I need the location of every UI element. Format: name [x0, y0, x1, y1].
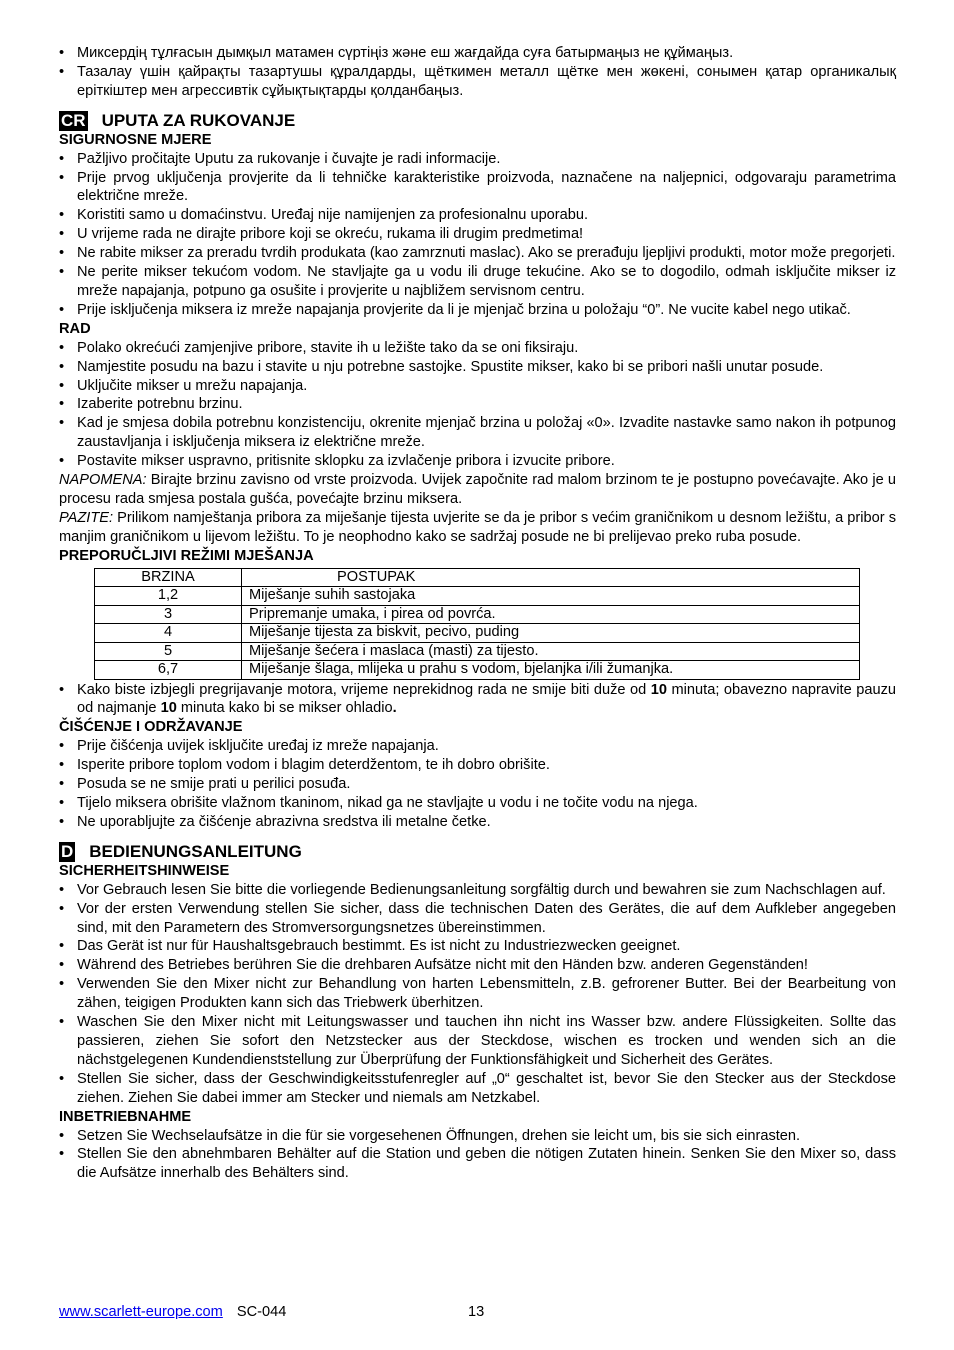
language-badge-de: D — [61, 841, 74, 861]
procedure-cell: Miješanje šećera i maslaca (masti) za tijesto. — [242, 642, 860, 661]
list-item: • Namjestite posudu na bazu i stavite u nju potrebne sastojke. Spustite mikser, kako bi se pribori našli unutar posude. — [59, 358, 896, 377]
list-item: • Waschen Sie den Mixer nicht mit Leitungswasser und tauchen ihn nicht ins Wasser bzw. andere Flüssigkeiten. Sollte das passieren, ziehen Sie sofort den Netzstecker aus der Steckdose, wischen es trocken und wenden sich an die nächstgelegenen Kundendienststellung zur Überprüfung der Funktionsfähigkeit und Sicherheit des Gerätes. — [59, 1013, 896, 1070]
table-row — [95, 605, 860, 624]
speed-cell: 6,7 — [95, 661, 242, 680]
list-item: • Ne perite mikser tekućom vodom. Ne stavljajte ga u vodu ili druge tekućine. Ako se to dogodilo, odmah isključite mikser iz mreže napajanja, potpuno ga osušite i provjerite u najbližem servisnom centru. — [59, 263, 896, 301]
list-item: • Stellen Sie sicher, dass der Geschwindigkeitsstufenregler auf „0“ geschaltet ist, bevor Sie den Stecker aus der Steckdose ziehen. Ziehen Sie dabei immer am Stecker und niemals am Netzkabel. — [59, 1070, 896, 1108]
caution-paragraph — [59, 509, 896, 547]
list-item: • Prije isključenja miksera iz mreže napajanja provjerite da li je mjenjač brzina u položaju “0”. Ne vucite kabel nego utikač. — [59, 301, 896, 320]
subheading-start-de: INBETRIEBNAHME — [59, 1108, 192, 1125]
list-item: • Vor der ersten Verwendung stellen Sie sicher, dass die technischen Daten des Gerätes, die auf dem Aufkleber angegeben sind, mit den Parametern des Stromversorgungsnetzes übereinstimmen. — [59, 900, 896, 938]
section-title-cr — [59, 111, 896, 131]
speed-cell: 5 — [95, 642, 242, 661]
kk-list — [59, 44, 896, 101]
list-item: • Während des Betriebes berühren Sie die drehbaren Aufsätze nicht mit den Händen bzw. anderen Gegenständen! — [59, 956, 896, 975]
list-item: • Stellen Sie den abnehmbaren Behälter auf die Station und geben die nötigen Zutaten hinein. Senken Sie den Mixer so, dass die Aufsätze innerhalb des Behälters sind. — [59, 1145, 896, 1183]
de-start-list — [59, 1127, 896, 1184]
cr-cleaning-list — [59, 737, 896, 832]
section-title-text: UPUTA ZA RUKOVANJE — [101, 110, 296, 130]
manual-page — [59, 44, 896, 1183]
procedure-cell: Miješanje suhih sastojaka — [242, 587, 860, 606]
warning-text: minuta; obavezno napravite pauzu od najmanje — [77, 681, 896, 717]
subheading-modes-cr: PREPORUČLJIVI REŽIMI MJEŠANJA — [59, 547, 314, 564]
list-item: • Prije prvog uključenja provjerite da li tehničke karakteristike proizvoda, naznačene na naljepnici, odgovaraju parametrima električne mreže. — [59, 169, 896, 207]
section-title-de — [59, 842, 896, 862]
column-header-procedure: POSTUPAK — [242, 568, 860, 587]
procedure-cell: Miješanje tijesta za biskvit, pecivo, puding — [242, 624, 860, 643]
list-item: • U vrijeme rada ne dirajte pribore koji se okreću, rukama ili drugim predmetima! — [59, 225, 896, 244]
procedure-cell: Miješanje šlaga, mlijeka u prahu s vodom, bjelanjka i/ili žumanjka. — [242, 661, 860, 680]
list-item: • Uključite mikser u mrežu napajanja. — [59, 377, 896, 396]
list-item: • Tijelo miksera obrišite vlažnom tkaninom, nikad ga ne stavljajte u vodu i ne točite vodu na njega. — [59, 794, 896, 813]
procedure-cell: Pripremanje umaka, i pirea od povrća. — [242, 605, 860, 624]
list-item: • Posuda se ne smije prati u perilici posuđa. — [59, 775, 896, 794]
page-number: 13 — [468, 1304, 485, 1320]
caution-text: Prilikom namještanja pribora za miješanje tijesta uvjerite se da je pribor s većim graničnikom u desnom ležištu, a pribor s manjim graničnikom u lijevom ležištu. To je neophodno kako se sadržaj posude ne bi prelijevao preko ruba posude. — [59, 509, 896, 545]
warning-period: . — [392, 700, 397, 717]
website-link[interactable]: www.scarlett-europe.com — [59, 1304, 223, 1320]
list-item — [59, 681, 896, 719]
table-row — [95, 661, 860, 680]
subheading-cleaning-cr: ČIŠĆENJE I ODRŽAVANJE — [59, 719, 243, 736]
warning-number: 10 — [650, 681, 667, 698]
warning-text: Kako biste izbjegli pregrijavanje motora, vrijeme neprekidnog rada ne smije biti duže od — [77, 681, 651, 698]
subheading-safety-de: SICHERHEITSHINWEISE — [59, 862, 230, 879]
table-row — [95, 642, 860, 661]
warning-text: minuta kako bi se mikser ohladio — [176, 700, 393, 717]
speed-cell: 4 — [95, 624, 242, 643]
subheading-safety-cr: SIGURNOSNE MJERE — [59, 131, 212, 148]
list-item: • Isperite pribore toplom vodom i blagim deterdžentom, te ih dobro obrišite. — [59, 756, 896, 775]
section-title-text: BEDIENUNGSANLEITUNG — [89, 841, 302, 861]
list-item: • Kad je smjesa dobila potrebnu konzistenciju, okrenite mjenjač brzina u položaj «0». Izvadite nastavke samo nakon ih potpunog zaustavljanja i isključenja miksera iz električne mreže. — [59, 414, 896, 452]
caution-label: PAZITE: — [59, 509, 114, 526]
de-safety-list — [59, 881, 896, 1108]
list-item: • Vor Gebrauch lesen Sie bitte die vorliegende Bedienungsanleitung sorgfältig durch und bewahren sie zum Nachschlagen auf. — [59, 881, 896, 900]
list-item: • Prije čišćenja uvijek isključite uređaj iz mreže napajanja. — [59, 737, 896, 756]
page-footer — [59, 1304, 896, 1320]
language-badge-cr: CR — [61, 110, 86, 130]
list-item: • Тазалау үшін қайрақты тазартушы құралдарды, щёткимен металл щётке мен жөкені, сонымен қатар органикалық еріткіштер мен агрессивтік сұйықтықтарды қолданбаңыз. — [59, 63, 896, 101]
cr-warning-list — [59, 681, 896, 719]
list-item: • Ne uporabljujte za čišćenje abrazivna sredstva ili metalne četke. — [59, 813, 896, 832]
table-row — [95, 624, 860, 643]
note-label: NAPOMENA: — [59, 472, 147, 489]
list-item: • Verwenden Sie den Mixer nicht zur Behandlung von harten Lebensmitteln, z.B. gefrorener Butter. Bei der Bearbeitung von zähen, teigigen Produkten kann sich das Triebwerk überhitzen. — [59, 975, 896, 1013]
list-item: • Izaberite potrebnu brzinu. — [59, 395, 896, 414]
list-item: • Ne rabite mikser za preradu tvrdih produkata (kao zamrznuti maslac). Ako se prerađuju ljepljivi produkti, motor može pregorjeti. — [59, 244, 896, 263]
list-item: • Миксердің тұлғасын дымқыл матамен сүртіңіз және еш жағдайда суға батырмаңыз не құймаңыз. — [59, 44, 896, 63]
speed-cell: 1,2 — [95, 587, 242, 606]
list-item: • Das Gerät ist nur für Haushaltsgebrauch bestimmt. Es ist nicht zu Industriezwecken geeignet. — [59, 937, 896, 956]
list-item: • Setzen Sie Wechselaufsätze in die für sie vorgesehenen Öffnungen, drehen sie leicht um, bis sie sich einrasten. — [59, 1127, 896, 1146]
list-item: • Polako okrećući zamjenjive pribore, stavite ih u ležište tako da se oni fiksiraju. — [59, 339, 896, 358]
model-number: SC-044 — [236, 1304, 287, 1320]
cr-safety-list — [59, 150, 896, 320]
list-item: • Koristiti samo u domaćinstvu. Uređaj nije namijenjen za profesionalnu uporabu. — [59, 206, 896, 225]
table-row — [95, 587, 860, 606]
table-header-row — [95, 568, 860, 587]
mixing-modes-table — [94, 568, 860, 680]
warning-number: 10 — [160, 700, 177, 717]
subheading-work-cr: RAD — [59, 320, 91, 337]
list-item: • Pažljivo pročitajte Uputu za rukovanje i čuvajte je radi informacije. — [59, 150, 896, 169]
note-text: Birajte brzinu zavisno od vrste proizvoda. Uvijek započnite rad malom brzinom te je postupno povećavajte. Ako je u procesu rada smjesa postala gušća, povećajte brzinu miksera. — [59, 472, 896, 507]
note-paragraph — [59, 471, 896, 509]
cr-work-list — [59, 339, 896, 471]
list-item: • Postavite mikser uspravno, pritisnite sklopku za izvlačenje pribora i izvucite pribore. — [59, 452, 896, 471]
speed-cell: 3 — [95, 605, 242, 624]
column-header-speed: BRZINA — [95, 568, 242, 587]
